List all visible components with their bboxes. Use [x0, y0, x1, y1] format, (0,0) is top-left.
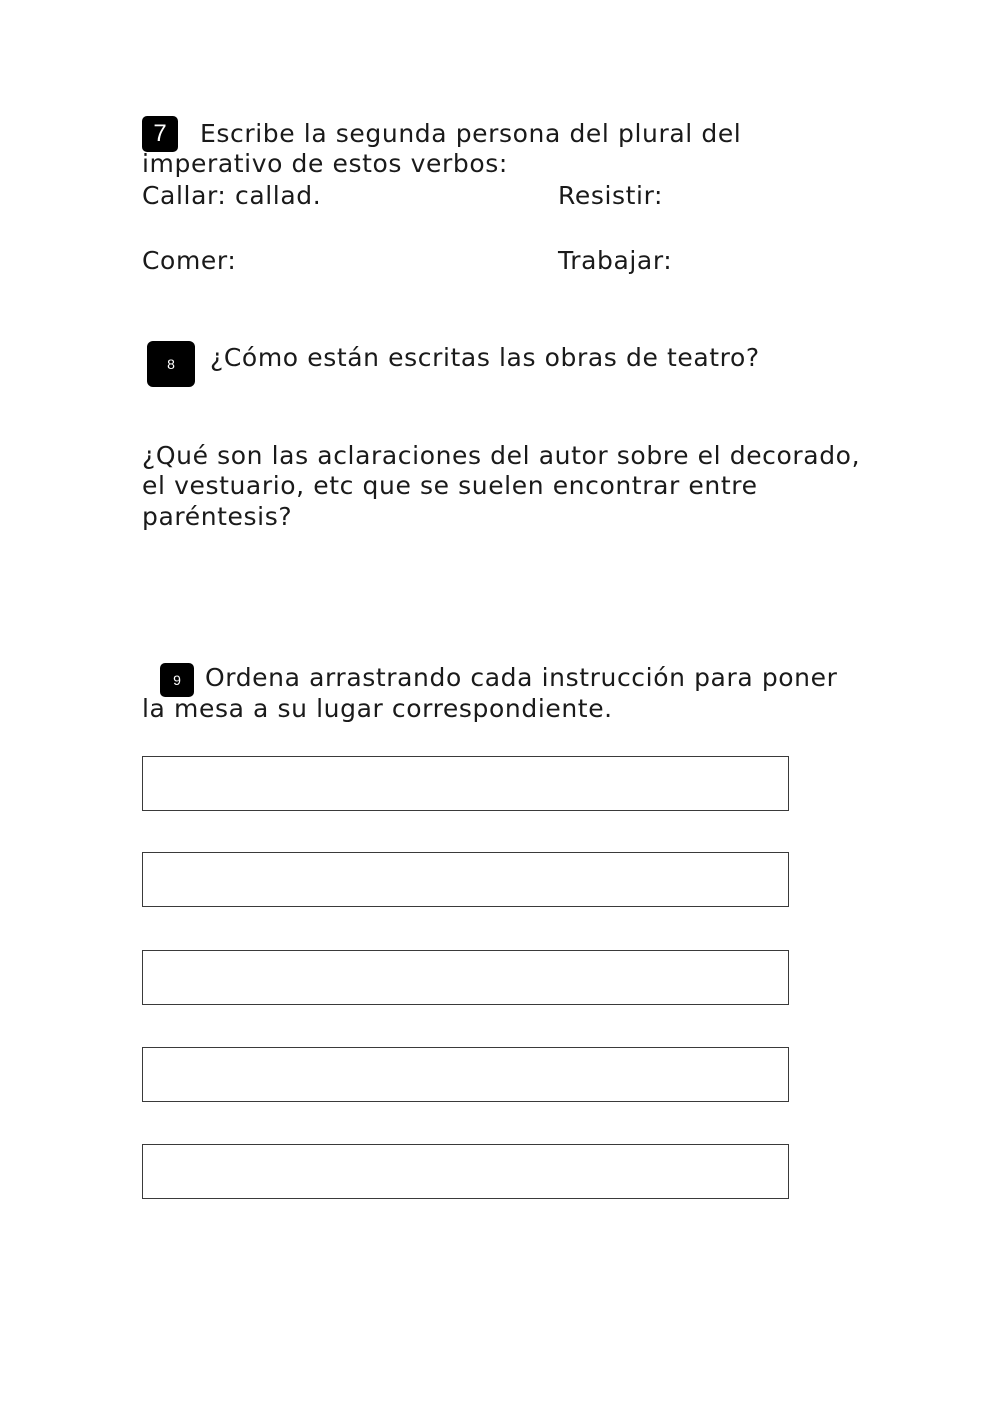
drop-zone-1[interactable] — [142, 756, 789, 811]
question-8-subquestion-line-2: el vestuario, etc que se suelen encontrar entre — [142, 471, 758, 500]
drop-zone-2[interactable] — [142, 852, 789, 907]
question-7-badge: 7 — [142, 116, 178, 152]
verb-comer: Comer: — [142, 246, 237, 275]
drop-zone-3[interactable] — [142, 950, 789, 1005]
question-8-prompt: ¿Cómo están escritas las obras de teatro? — [210, 343, 760, 372]
question-8-subquestion-line-1: ¿Qué son las aclaraciones del autor sobre el decorado, — [142, 441, 861, 470]
question-9-prompt-line-1: Ordena arrastrando cada instrucción para poner — [205, 663, 838, 692]
verb-callar: Callar: callad. — [142, 181, 322, 210]
question-9-badge: 9 — [160, 663, 194, 697]
question-8-subquestion-line-3: paréntesis? — [142, 502, 293, 531]
question-7-prompt-line-1: Escribe la segunda persona del plural del — [200, 119, 742, 148]
question-7-prompt-line-2: imperativo de estos verbos: — [142, 149, 508, 178]
drop-zone-5[interactable] — [142, 1144, 789, 1199]
question-9-prompt-line-2: la mesa a su lugar correspondiente. — [142, 694, 613, 723]
verb-resistir: Resistir: — [558, 181, 664, 210]
verb-trabajar: Trabajar: — [558, 246, 673, 275]
question-8-badge: 8 — [147, 341, 195, 387]
drop-zone-4[interactable] — [142, 1047, 789, 1102]
